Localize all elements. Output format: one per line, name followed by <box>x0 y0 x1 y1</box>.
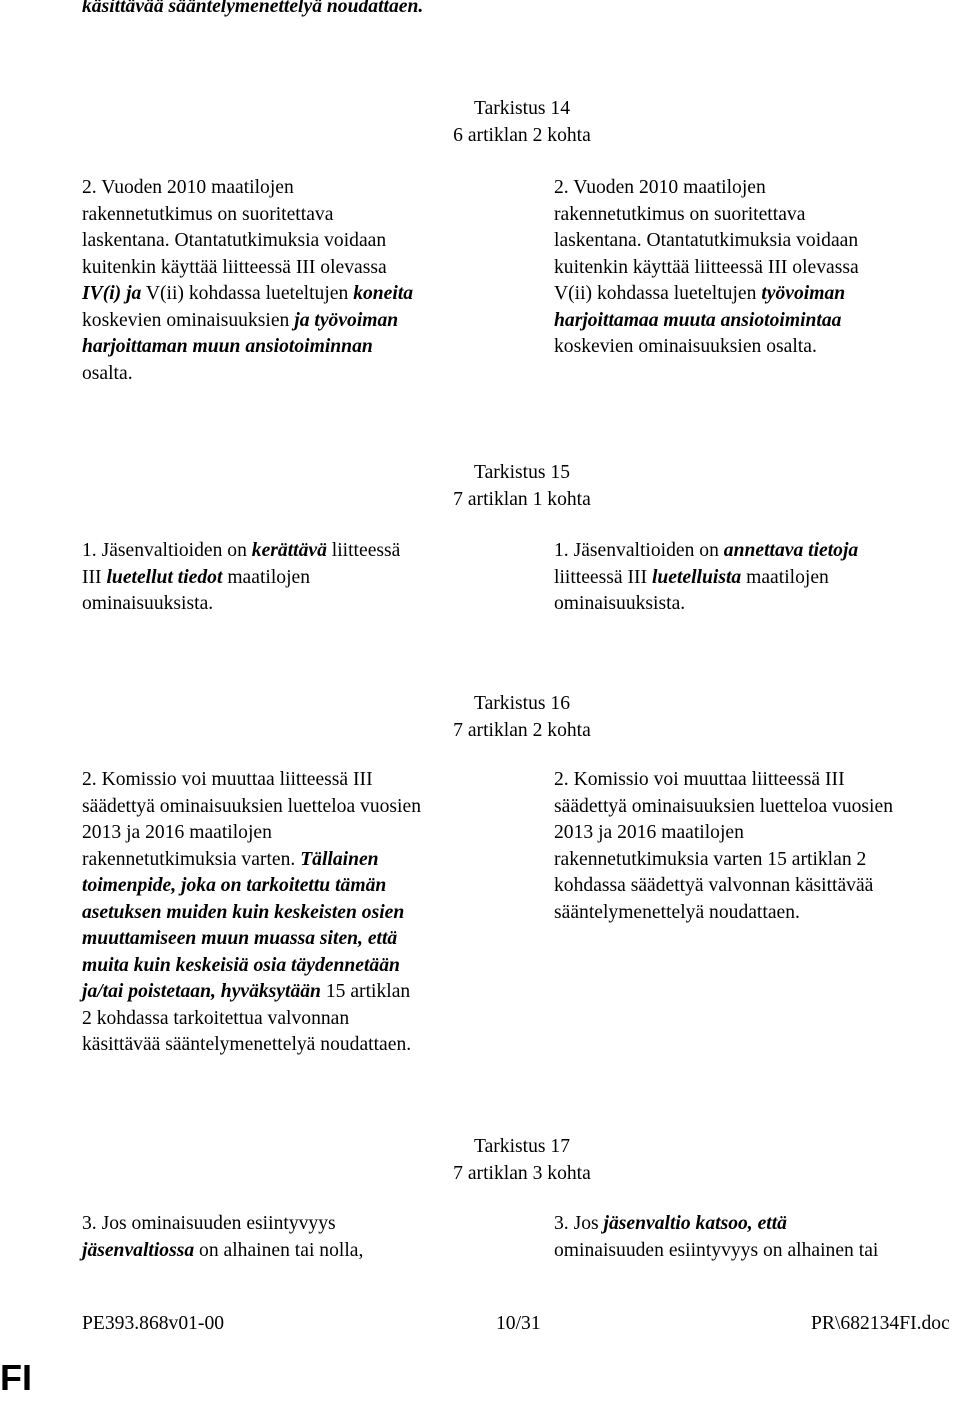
body-text: liitteessä III <box>82 540 401 588</box>
body-text: osalta. <box>82 362 133 384</box>
amendment-title: Tarkistus 16 <box>473 693 571 714</box>
body-text: maatilojen ominaisuuksista. <box>554 566 829 614</box>
amendment-16-heading <box>400 691 644 744</box>
emphasized-text: IV(i) ja <box>82 283 142 304</box>
body-text: koskevien ominaisuuksien osalta. <box>554 336 817 357</box>
amendment-14-heading <box>400 96 644 149</box>
body-text: V(ii) kohdassa lueteltujen <box>141 283 354 304</box>
amendment-article: 6 artiklan 2 kohta <box>453 124 591 146</box>
emphasized-text: Tällainen toimenpide, joka on tarkoitettu tämän asetuksen muiden kuin keskeisten osien muuttamiseen muun muassa siten, että muita kuin keskeisiä osia täydennetään ja/tai poistetaan, hyväksytään <box>82 848 405 1002</box>
amendment-15-heading <box>400 460 644 513</box>
emphasized-text: luetelluista <box>651 566 742 588</box>
body-text: ominaisuuden esiintyvyys on alhainen tai <box>554 1239 879 1261</box>
amendment-15-amended-text <box>554 538 858 618</box>
amendment-14-amended-text <box>554 175 859 361</box>
body-text: 2. Vuoden 2010 maatilojen rakennetutkimus on suoritettava laskentana. Otantatutkimuksia voidaan kuitenkin käyttää liitteessä III olevassa V(ii) kohdassa lueteltujen <box>554 177 859 304</box>
amendment-17-heading <box>400 1134 644 1187</box>
body-text: 2. Komissio voi muuttaa liitteessä III säädettyä ominaisuuksien luetteloa vuosien 2013 ja 2016 maatilojen rakennetutkimuksia varten 15 artiklan 2 kohdassa säädettyä valvonnan käsittävää sääntelymenettelyä noudattaen. <box>554 769 893 923</box>
amendment-article: 7 artiklan 3 kohta <box>453 1162 591 1184</box>
body-text: koskevien ominaisuuksien <box>82 309 295 331</box>
emphasized-text: käsittävää sääntelymenettelyä noudattaen. <box>82 0 424 17</box>
amendment-title: Tarkistus 15 <box>473 462 571 483</box>
body-text: 1. Jäsenvaltioiden on <box>554 540 724 561</box>
footer-file-name: PR\682134FI.doc <box>811 1313 950 1334</box>
footer-doc-ref: PE393.868v01-00 <box>82 1313 225 1334</box>
body-text: liitteessä III <box>554 566 652 588</box>
top-fragment <box>82 0 423 21</box>
amendment-article: 7 artiklan 1 kohta <box>453 488 591 510</box>
body-text: 2. Vuoden 2010 maatilojen rakennetutkimus on suoritettava laskentana. Otantatutkimuksia voidaan kuitenkin käyttää liitteessä III olevassa <box>82 177 387 278</box>
amendment-17-amended-text <box>554 1211 878 1264</box>
amendment-16-commission-text <box>82 767 421 1059</box>
emphasized-text: koneita <box>353 283 414 304</box>
body-text: 3. Jos ominaisuuden esiintyvyys <box>82 1213 336 1234</box>
amendment-14-commission-text <box>82 175 413 387</box>
amendment-title: Tarkistus 17 <box>473 1136 571 1157</box>
body-text: 2. Komissio voi muuttaa liitteessä III säädettyä ominaisuuksien luetteloa vuosien 2013 ja 2016 maatilojen rakennetutkimuksia varten. <box>82 769 421 870</box>
language-code: FI <box>0 1357 32 1398</box>
emphasized-text: työvoiman harjoittamaa muuta ansiotoimintaa <box>554 283 846 331</box>
amendment-15-commission-text <box>82 538 400 618</box>
amendment-title: Tarkistus 14 <box>473 98 571 119</box>
amendment-16-amended-text <box>554 767 893 926</box>
emphasized-text: kerättävä <box>251 540 327 561</box>
body-text: maatilojen ominaisuuksista. <box>82 566 311 614</box>
body-text: 3. Jos <box>554 1213 604 1234</box>
body-text: on alhainen tai nolla, <box>194 1239 364 1261</box>
emphasized-text: jäsenvaltiossa <box>82 1239 195 1261</box>
emphasized-text: annettava tietoja <box>723 540 859 561</box>
emphasized-text: jäsenvaltio katsoo, että <box>603 1213 787 1234</box>
emphasized-text: luetellut tiedot <box>106 566 223 588</box>
emphasized-text: ja työvoiman harjoittaman muun ansiotoiminnan <box>82 309 399 357</box>
footer-page-number: 10/31 <box>496 1313 541 1334</box>
body-text: 15 artiklan 2 kohdassa tarkoitettua valvonnan käsittävää sääntelymenettelyä noudattaen. <box>82 981 412 1055</box>
body-text: 1. Jäsenvaltioiden on <box>82 540 252 561</box>
amendment-article: 7 artiklan 2 kohta <box>453 719 591 741</box>
amendment-17-commission-text <box>82 1211 363 1264</box>
